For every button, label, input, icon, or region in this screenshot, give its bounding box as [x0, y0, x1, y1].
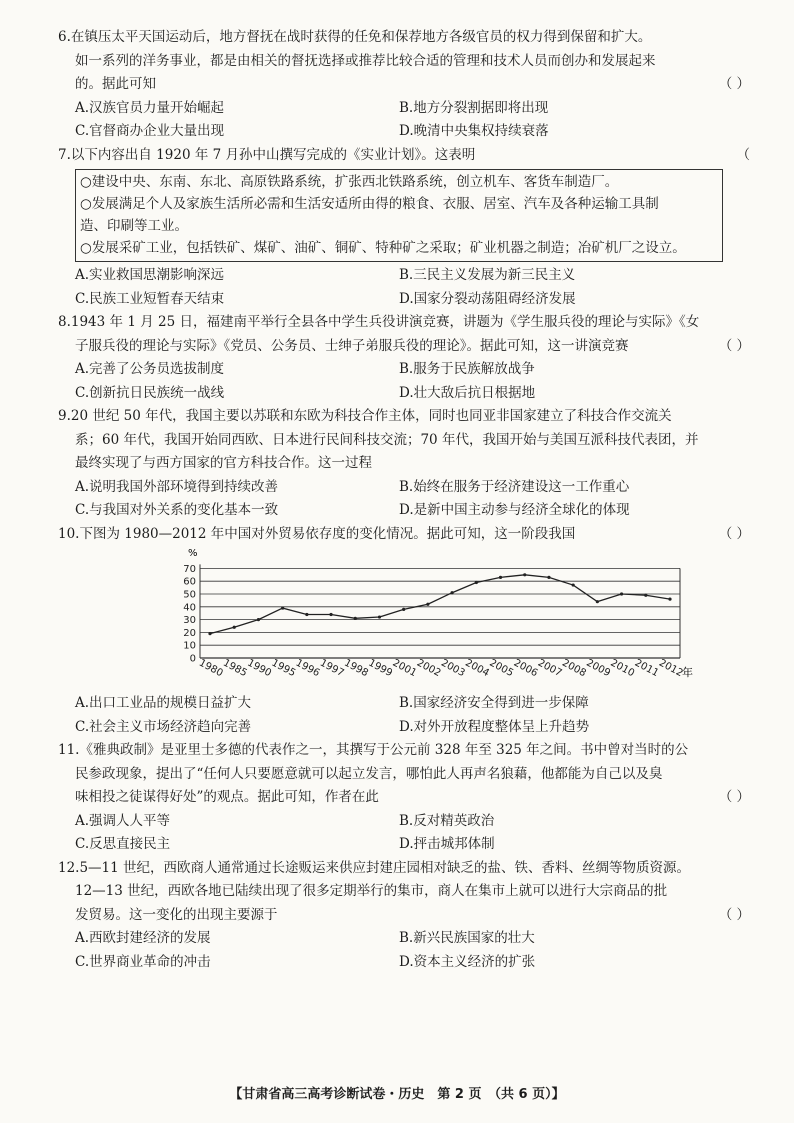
x-tick-label: 2011	[632, 657, 661, 680]
x-tick-label: 1997	[317, 657, 346, 680]
option-c: C.官督商办企业大量出现	[75, 123, 225, 139]
option-c: C.创新抗日民族统一战线	[75, 384, 225, 401]
data-point	[668, 598, 671, 601]
data-point	[354, 617, 357, 620]
option-a: A.汉族官员力量开始崛起	[75, 99, 225, 116]
data-point	[547, 576, 550, 579]
option-a: A.完善了公务员选拔制度	[75, 361, 225, 377]
answer-paren: （	[736, 146, 750, 163]
option-b: B.三民主义发展为新三民主义	[399, 267, 576, 283]
option-a: A.西欧封建经济的发展	[75, 930, 211, 946]
data-point	[475, 581, 478, 584]
answer-paren: （ ）	[718, 789, 750, 805]
option-c: C.民族工业短暂春天结束	[75, 290, 225, 307]
data-point	[305, 613, 308, 616]
data-point	[378, 615, 381, 618]
question-12-line-2: 12—13 世纪，西欧各地已陆续出现了很多定期举行的集市，商人在集市上就可以进行大宗商品的批	[75, 883, 668, 899]
x-tick-label: 2004	[463, 657, 491, 680]
question-11-line-2: 民参政现象，提出了“任何人只要愿意就可以起立发言，哪怕此人再声名狼藉，他都能为自己以及臭	[75, 765, 663, 782]
data-point	[208, 632, 211, 635]
y-unit-label: %	[188, 548, 198, 559]
exam-page	[58, 26, 750, 974]
options	[58, 264, 750, 311]
question-12	[58, 857, 750, 975]
question-11-line-3	[58, 786, 750, 810]
options	[58, 810, 750, 857]
data-point	[402, 608, 405, 611]
option-b: B.反对精英政治	[399, 812, 495, 829]
answer-paren: （ ）	[718, 906, 750, 923]
x-tick-label: 2008	[560, 657, 588, 680]
question-12-line-1: 12.5—11 世纪，西欧商人通常通过长途贩运来供应封建庄园相对缺乏的盐、铁、香料、丝绸等物质资源。	[58, 859, 691, 876]
x-tick-label: 1995	[269, 657, 298, 680]
question-7-line-1-text: 7.以下内容出自 1920 年 7 月孙中山撰写完成的《实业计划》。这表明	[58, 146, 476, 163]
option-c: C.反思直接民主	[75, 836, 171, 852]
question-12-line-3	[58, 904, 750, 928]
x-tick-label: 2003	[439, 657, 467, 680]
question-9	[58, 405, 750, 523]
page-footer: 【甘肃省高三高考诊断试卷・历史 第 2 页 （共 6 页）】	[229, 1087, 565, 1102]
data-point	[644, 594, 647, 597]
data-point	[451, 591, 454, 594]
data-point	[257, 618, 260, 621]
question-11-line-1: 11.《雅典政制》是亚里士多德的代表作之一，其撰写于公元前 328 年至 325 年之间。书中曾对当时的公	[58, 742, 689, 758]
data-point	[329, 613, 332, 616]
question-6-line-2: 如一系列的洋务事业，都是由相关的督抚选择或推荐比较合适的管理和技术人员而创办和发展起来	[75, 52, 656, 69]
answer-paren: （ ）	[718, 525, 750, 542]
series-points	[208, 573, 671, 635]
option-b: B.新兴民族国家的壮大	[399, 930, 535, 946]
y-tick-label: 0	[189, 653, 196, 665]
option-d: D.资本主义经济的扩张	[399, 953, 536, 970]
data-point	[281, 606, 284, 609]
data-point	[572, 583, 575, 586]
options	[58, 927, 750, 974]
option-c: C.与我国对外关系的变化基本一致	[75, 502, 279, 518]
y-tick-label: 40	[183, 602, 196, 614]
question-7-line-1	[58, 144, 750, 168]
question-9-line-1: 9.20 世纪 50 年代，我国主要以苏联和东欧为科技合作主体，同时也同亚非国家建立了科技合作交流关	[58, 408, 672, 424]
x-tick-label: 1999	[366, 657, 395, 680]
question-9-line-3: 最终实现了与西方国家的官方科技合作。这一过程	[75, 455, 372, 471]
option-a: A.实业救国思潮影响深远	[75, 267, 225, 283]
source-box-line-3: 造、印刷等工业。	[80, 218, 188, 234]
option-c: C.世界商业革命的冲击	[75, 953, 211, 970]
x-tick-label: 2005	[487, 657, 516, 680]
option-a: A.说明我国外部环境得到持续改善	[75, 478, 279, 495]
options	[58, 358, 750, 405]
question-10-line-1-text: 10.下图为 1980—2012 年中国对外贸易依存度的变化情况。据此可知，这一阶段我国	[58, 525, 576, 542]
source-box-line-1: ○建设中央、东南、东北、高原铁路系统，扩张西北铁路系统，创立机车、客货车制造厂。	[80, 174, 619, 190]
y-tick-label: 70	[183, 563, 196, 575]
line-chart-svg	[170, 548, 693, 690]
option-b: B.地方分裂割据即将出现	[399, 99, 549, 116]
question-8-line-2-text: 子服兵役的理论与实际》《党员、公务员、士绅子弟服兵役的理论》。据此可知，这一讲演竞赛	[75, 337, 629, 354]
option-b: B.始终在服务于经济建设这一工作重心	[399, 478, 630, 495]
x-tick-label: 2002	[414, 657, 443, 680]
series-line	[210, 575, 670, 634]
y-tick-label: 10	[183, 640, 196, 652]
data-point	[499, 576, 502, 579]
option-a: A.出口工业品的规模日益扩大	[75, 695, 252, 711]
chart-grid	[200, 564, 680, 658]
question-7	[58, 144, 750, 312]
question-6-line-3	[58, 73, 750, 97]
x-tick-label: 2001	[390, 657, 419, 680]
x-tick-label: 1980	[196, 657, 225, 680]
x-tick-label: 2010	[608, 657, 637, 680]
x-tick-label: 2006	[511, 657, 540, 680]
question-6	[58, 26, 750, 144]
source-box	[75, 169, 723, 262]
x-tick-labels	[197, 658, 685, 680]
option-d: D.晚清中央集权持续衰落	[399, 123, 549, 139]
x-tick-label: 1985	[221, 657, 249, 680]
data-point	[596, 600, 599, 603]
x-tick-label: 2009	[584, 657, 612, 680]
y-tick-label: 20	[183, 627, 196, 639]
data-point	[523, 573, 526, 576]
option-d: D.国家分裂动荡阻碍经济发展	[399, 290, 576, 307]
x-tick-label: 1990	[245, 657, 274, 680]
x-tick-label: 1998	[342, 657, 370, 680]
question-8	[58, 311, 750, 405]
option-b: B.国家经济安全得到进一步保障	[399, 695, 589, 711]
x-tick-label: 2007	[535, 657, 564, 680]
question-10-line-1	[58, 523, 750, 547]
option-d: D.是新中国主动参与经济全球化的体现	[399, 502, 630, 518]
y-tick-label: 30	[183, 615, 196, 627]
option-b: B.服务于民族解放战争	[399, 361, 535, 377]
x-tick-label: 2012	[656, 657, 685, 680]
question-11-line-3-text: 味相投之徒谋得好处”的观点。据此可知，作者在此	[75, 789, 379, 805]
question-6-line-1: 6.在镇压太平天国运动后，地方督抚在战时获得的任免和保荐地方各级官员的权力得到保留和扩大。	[58, 29, 652, 45]
question-12-line-3-text: 发贸易。这一变化的出现主要源于	[75, 906, 278, 923]
option-c: C.社会主义市场经济趋向完善	[75, 718, 252, 735]
source-box-line-2: ○发展满足个人及家族生活所必需和生活安适所由得的粮食、衣服、居室、汽车及各种运输工具制	[80, 196, 659, 212]
answer-paren: （ ）	[718, 76, 750, 92]
x-unit-label: 年	[682, 666, 693, 679]
y-tick-label: 60	[183, 576, 196, 588]
question-10	[58, 523, 750, 740]
question-6-line-3-text: 的。据此可知	[75, 76, 156, 92]
data-point	[620, 592, 623, 595]
question-9-line-2: 系；60 年代，我国开始同西欧、日本进行民间科技交流；70 年代，我国开始与美国互派科技代表团，并	[75, 431, 699, 448]
option-d: D.对外开放程度整体呈上升趋势	[399, 718, 590, 735]
question-8-line-2	[58, 335, 750, 359]
source-box-line-4: ○发展采矿工业，包括铁矿、煤矿、油矿、铜矿、特种矿之采取；矿业机器之制造；冶矿机厂之设立。	[80, 240, 686, 256]
option-d: D.壮大敌后抗日根据地	[399, 384, 536, 401]
option-d: D.抨击城邦体制	[399, 836, 495, 852]
data-point	[426, 603, 429, 606]
option-a: A.强调人人平等	[75, 812, 171, 829]
options	[58, 476, 750, 523]
options	[58, 692, 750, 739]
x-tick-label: 1996	[293, 657, 322, 680]
options	[58, 97, 750, 144]
y-tick-label: 50	[183, 589, 196, 601]
data-point	[233, 626, 236, 629]
trade-dependence-chart	[170, 548, 693, 690]
question-11	[58, 739, 750, 857]
y-tick-labels	[183, 564, 196, 665]
answer-paren: （ ）	[718, 337, 750, 354]
question-8-line-1: 8.1943 年 1 月 25 日，福建南平举行全县各中学生兵役讲演竞赛，讲题为《学生服兵役的理论与实际》《女	[58, 314, 700, 330]
